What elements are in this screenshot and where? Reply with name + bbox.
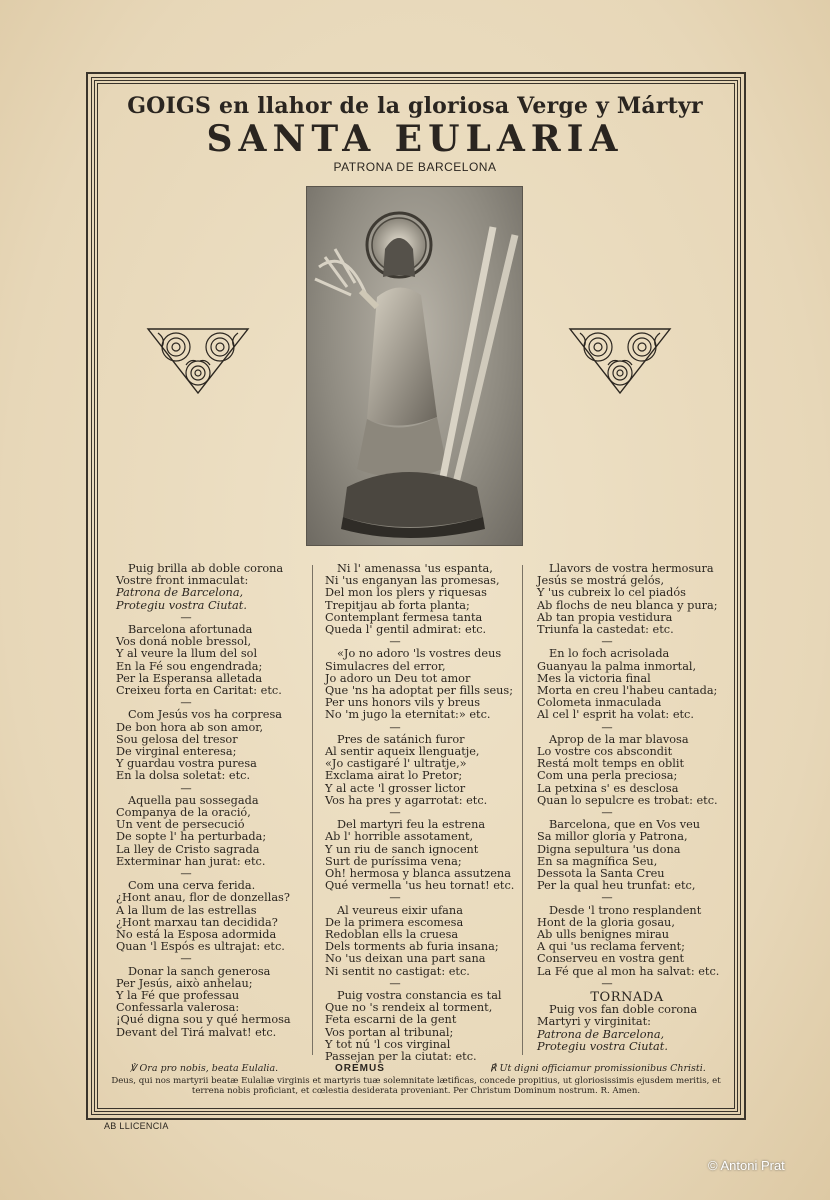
verse-line: Colometa inmaculada (537, 696, 662, 710)
verse-line: Patrona de Barcelona, (537, 1027, 665, 1041)
verse-line: Passejan per la ciutat: etc. (325, 1050, 477, 1064)
verse-line: Companya de la oració, (116, 806, 251, 820)
stanza-separator: — (601, 891, 613, 905)
verse-line: Morta en creu l'habeu cantada; (537, 684, 718, 698)
verse-line: Llavors de vostra hermosura (549, 562, 714, 575)
stanza-separator: — (180, 781, 192, 795)
verse-line: Al sentir aqueix llenguatje, (325, 745, 480, 759)
verse-line: Y al acte 'l grosser lictor (325, 781, 466, 795)
verse-line: La lley de Cristo sagrada (116, 842, 260, 856)
stanza-separator: — (389, 976, 401, 990)
stanza (537, 648, 737, 721)
stanza (537, 734, 737, 807)
verse-line: Ab l' horrible assotament, (325, 830, 474, 844)
stanza-separator: — (389, 891, 401, 905)
verse-line: Y guardau vostra puresa (116, 757, 257, 771)
stanza-separator: — (180, 867, 192, 881)
verse-line: Digna sepultura 'us dona (537, 842, 681, 856)
verse-line: Puig brilla ab doble corona (128, 562, 284, 575)
verse-line: Ab ulls benignes mirau (537, 928, 669, 942)
verse-line: Dessota la Santa Creu (537, 867, 665, 881)
verse-line: Vos portan al tribunal; (325, 1025, 454, 1039)
verse-line: Ni l' amenassa 'us espanta, (337, 562, 493, 575)
stanza-separator: — (180, 696, 192, 710)
verse-line: Del martyri feu la estrena (337, 818, 486, 832)
verse-line: Simulacres del error, (325, 659, 446, 673)
saint-eulalia-statue-photo (306, 186, 523, 546)
verse-line: Aprop de la mar blavosa (549, 732, 689, 746)
verse-line: Triunfa la castedat: etc. (537, 623, 674, 637)
stanza (116, 563, 316, 612)
verse-line: En sa magnífica Seu, (537, 854, 658, 868)
stanza-separator: — (180, 952, 192, 966)
verse-line: Per uns honors vils y breus (325, 696, 481, 710)
photo-credit: © Antoni Prat (708, 1158, 785, 1173)
verse-line: Com una perla preciosa; (537, 769, 678, 783)
verse-line: Jo adoro un Deu tot amor (325, 671, 471, 685)
verse-line: ¿Hont marxau tan decidida? (116, 915, 278, 929)
verse-line: Restá molt temps en oblit (537, 757, 685, 771)
verse-line: Guanyau la palma inmortal, (537, 659, 697, 673)
verse-column-2 (325, 563, 525, 1063)
verse-line: Quan lo sepulcre es trobat: etc. (537, 793, 718, 807)
verse-line: Que 'ns ha adoptat per fills seus; (325, 684, 514, 698)
verse-line: «Jo no adoro 'ls vostres deus (337, 647, 502, 661)
verse-line: Sou gelosa del tresor (116, 732, 238, 746)
verse-line: Protegiu vostra Ciutat. (116, 598, 247, 612)
response: ℟ Ut digni officiamur promissionibus Christi. (490, 1063, 706, 1074)
verse-line: Puig vos fan doble corona (549, 1003, 698, 1017)
verse-line: Barcelona, que en Vos veu (549, 818, 701, 832)
stanza (325, 905, 525, 978)
verse-line: Del mon los plers y riquesas (325, 586, 487, 600)
verse-line: En la dolsa soletat: etc. (116, 769, 251, 783)
statue-figure-icon (307, 187, 522, 545)
verse-line: Protegiu vostra Ciutat. (537, 1039, 668, 1053)
verse-line: Queda l' gentil admirat: etc. (325, 623, 487, 637)
verse-line: Exclama airat lo Pretor; (325, 769, 463, 783)
verse-line: Donar la sanch generosa (128, 964, 271, 978)
verse-line: Y 'us cubreix lo cel piadós (537, 586, 686, 600)
verse-line: La Fé que al mon ha salvat: etc. (537, 964, 720, 978)
tornada-stanza (537, 1004, 737, 1053)
stanza (537, 905, 737, 978)
verse-line: De bon hora ab son amor, (116, 720, 264, 734)
verse-line: No está la Esposa adormida (116, 928, 277, 942)
stanza (116, 624, 316, 697)
verse-line: «Jo castigaré l' ultratje,» (325, 757, 467, 771)
verse-line: En la Fé sou engendrada; (116, 659, 263, 673)
stanza-separator: — (601, 720, 613, 734)
verse-line: Vos ha pres y agarrotat: etc. (325, 793, 488, 807)
verse-line: Ni sentit no castigat: etc. (325, 964, 470, 978)
rose-ornament-left-icon (146, 325, 250, 395)
stanza-separator: — (389, 720, 401, 734)
verse-line: Creixeu forta en Caritat: etc. (116, 684, 282, 698)
verse-line: Oh! hermosa y blanca assutzena (325, 867, 511, 881)
versicle: ℣ Ora pro nobis, beata Eulalia. (130, 1063, 279, 1074)
verse-line: Trepitjau ab forta planta; (325, 598, 470, 612)
verse-line: Hont de la gloria gosau, (537, 915, 675, 929)
verse-line: Com una cerva ferida. (128, 879, 256, 893)
verse-line: Que no 's rendeix al torment, (325, 1001, 493, 1015)
verse-line: Pres de satánich furor (337, 732, 465, 746)
oremus-heading: OREMUS (335, 1063, 385, 1074)
stanza (116, 880, 316, 953)
stanza-separator: — (180, 610, 192, 624)
header-title-main: SANTA EULARIA (206, 118, 624, 160)
stanza-separator: — (601, 976, 613, 990)
stanza (325, 648, 525, 721)
verse-line: De sopte l' ha perturbada; (116, 830, 267, 844)
header-subtitle: PATRONA DE BARCELONA (333, 160, 497, 174)
header-title-line1: GOIGS en llahor de la gloriosa Verge y Mártyr (127, 93, 703, 119)
verse-line: No 'us deixan una part sana (325, 952, 486, 966)
verse-line: Quan 'l Espós es ultrajat: etc. (116, 940, 285, 954)
stanza-separator: — (601, 635, 613, 649)
verse-line: Mes la victoria final (537, 671, 651, 685)
stanza-separator: — (601, 806, 613, 820)
verse-line: Feta escarni de la gent (325, 1013, 457, 1027)
closing-prayer: Deus, qui nos martyrii beatæ Eulaliæ virginis et martyris tuæ solemnitate lætificas, concede propitius, ut gloriosissimis ejusdem meritis, et terrena nobis proficiant, et cœlestia desiderata proveniant. Per Christum Dominum nostrum. R. Amen. (111, 1076, 721, 1096)
verse-line: Ab tan propia vestidura (537, 610, 673, 624)
verse-line: Per la qual heu trunfat: etc, (537, 879, 696, 893)
stanza-separator: — (389, 635, 401, 649)
stanza (116, 795, 316, 868)
verse-line: Martyri y virginitat: (537, 1015, 651, 1029)
verse-line: Sa millor gloria y Patrona, (537, 830, 688, 844)
stanza (325, 563, 525, 636)
verse-line: Ni 'us enganyan las promesas, (325, 574, 500, 588)
verse-line: La petxina s' es desclosa (537, 781, 679, 795)
verse-line: ¡Qué digna sou y qué hermosa (116, 1013, 291, 1027)
verse-line: Y la Fé que professau (116, 989, 240, 1003)
stanza (537, 819, 737, 892)
verse-line: No 'm jugo la eternitat:» etc. (325, 708, 491, 722)
tornada-title: TORNADA (590, 990, 664, 1006)
verse-line: De la primera escomesa (325, 915, 464, 929)
license-note: AB LLICENCIA (104, 1121, 169, 1131)
verse-line: A la llum de las estrellas (116, 903, 257, 917)
stanza (325, 819, 525, 892)
verse-line: Devant del Tirá malvat! etc. (116, 1025, 277, 1039)
verse-line: Per la Esperansa alletada (116, 671, 263, 685)
verse-line: Vos doná noble bressol, (116, 635, 252, 649)
verse-line: Jesús se mostrá gelós, (537, 574, 665, 588)
verse-line: Redoblan ells la cruesa (325, 928, 459, 942)
verse-line: Aquella pau sossegada (128, 793, 259, 807)
verse-line: En lo foch acrisolada (549, 647, 670, 661)
stanza-separator: — (389, 806, 401, 820)
verse-line: Dels torments ab furia insana; (325, 940, 499, 954)
verse-column-3 (537, 563, 737, 1053)
verse-line: Qué vermella 'us heu tornat! etc. (325, 879, 515, 893)
verse-line: Y al veure la llum del sol (116, 647, 258, 661)
verse-line: Vostre front inmaculat: (116, 574, 249, 588)
verse-line: Per Jesús, això anhelau; (116, 976, 253, 990)
verse-line: Contemplant fermesa tanta (325, 610, 483, 624)
verse-line: Exterminar han jurat: etc. (116, 854, 266, 868)
verse-line: Com Jesús vos ha corpresa (128, 708, 282, 722)
verse-line: Conserveu en vostra gent (537, 952, 685, 966)
verse-line: Al cel l' esprit ha volat: etc. (537, 708, 694, 722)
stanza (116, 966, 316, 1039)
verse-line: Puig vostra constancia es tal (337, 989, 502, 1003)
verse-line: Lo vostre cos abscondit (537, 745, 673, 759)
verse-line: Ab flochs de neu blanca y pura; (537, 598, 718, 612)
stanza (325, 734, 525, 807)
verse-line: Barcelona afortunada (128, 623, 253, 636)
verse-line: ¿Hont anau, flor de donzellas? (116, 891, 290, 905)
rose-ornament-right-icon (568, 325, 672, 395)
verse-line: Surt de puríssima vena; (325, 854, 462, 868)
verse-line: Patrona de Barcelona, (116, 586, 244, 600)
stanza (116, 709, 316, 782)
verse-line: Confessarla valerosa: (116, 1001, 240, 1015)
stanza (537, 563, 737, 636)
verse-column-1 (116, 563, 316, 1039)
verse-line: Al veureus eixir ufana (337, 903, 463, 917)
stanza (325, 990, 525, 1063)
verse-line: A qui 'us reclama fervent; (537, 940, 685, 954)
verse-line: Y un riu de sanch ignocent (325, 842, 479, 856)
verse-line: Un vent de persecució (116, 818, 245, 832)
verse-line: Desde 'l trono resplandent (549, 903, 702, 917)
verse-line: Y tot nú 'l cos virginal (325, 1037, 451, 1051)
verse-line: De virginal enteresa; (116, 745, 237, 759)
